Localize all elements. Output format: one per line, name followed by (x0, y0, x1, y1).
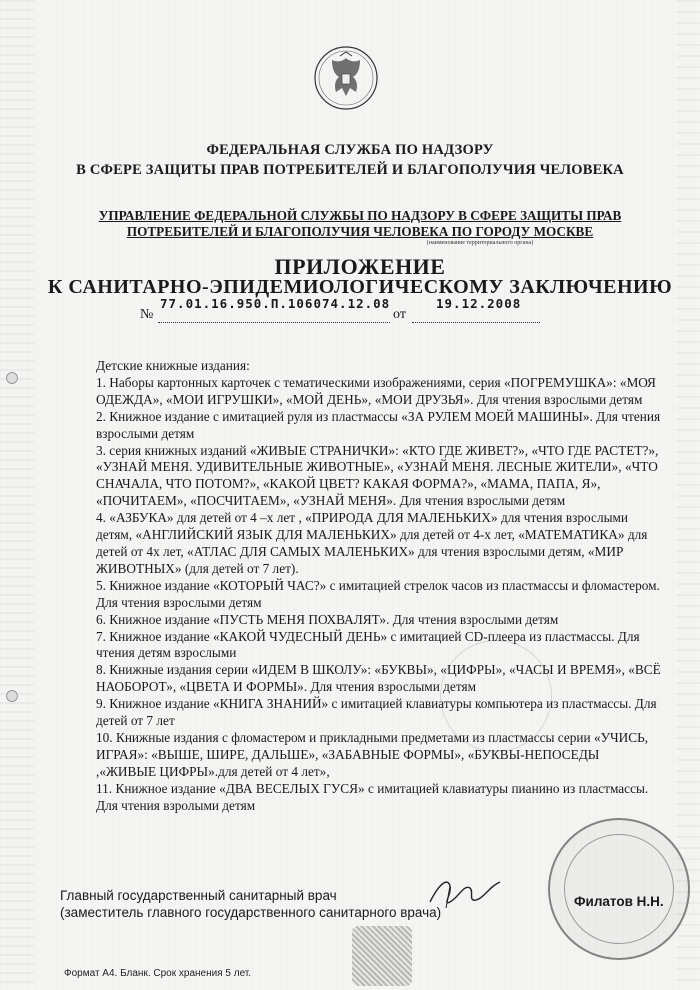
document-subtitle: К САНИТАРНО-ЭПИДЕМИОЛОГИЧЕСКОМУ ЗАКЛЮЧЕНИЮ (47, 276, 673, 298)
punch-hole (6, 690, 18, 702)
registration-number: 77.01.16.950.П.106074.12.08 (160, 296, 391, 311)
department-line2: ПОТРЕБИТЕЛЕЙ И БЛАГОПОЛУЧИЯ ЧЕЛОВЕКА ПО ГОРОДУ МОСКВЕ (126, 224, 594, 239)
department-line1: УПРАВЛЕНИЕ ФЕДЕРАЛЬНОЙ СЛУЖБЫ ПО НАДЗОРУ В СФЕРЕ ЗАЩИТЫ ПРАВ (98, 208, 622, 223)
list-item: 1. Наборы картонных карточек с тематическими изображениями, серия «ПОГРЕМУШКА»: «МОЯ ОДЕЖДА», «МОИ ИГРУШКИ», «МОЙ ДЕНЬ», «МОИ ДРУЗЬЯ». Для чтения взрослыми детям (96, 374, 656, 407)
product-list (96, 358, 661, 814)
official-round-stamp (548, 818, 690, 960)
form-footer: Формат А4. Бланк. Срок хранения 5 лет. (64, 968, 252, 979)
coat-of-arms-stamp-icon (352, 926, 412, 986)
signatory-position-deputy: (заместитель главного государственного санитарного врача) (60, 905, 442, 920)
list-item: 7. Книжное издание «КАКОЙ ЧУДЕСНЫЙ ДЕНЬ» с имитацией CD-плеера из пластмассы. Для чтения детям взрослыми (96, 628, 640, 661)
list-item: 10. Книжные издания с фломастером и прикладными предметами из пластмассы серии «УЧИСЬ, ИГРАЯ»: «ВЫШЕ, ШИРЕ, ДАЛЬШЕ», «ЗАБАВНЫЕ ФОРМЫ», «БУКВЫ-НЕПОСЕДЫ ,«ЖИВЫЕ ЦИФРЫ».для детей от 4 лет», (96, 729, 649, 779)
punch-hole (6, 372, 18, 384)
list-item: 11. Книжное издание «ДВА ВЕСЕЛЫХ ГУСЯ» с имитацией клавиатуры пианино из пластмассы. Для чтения взролыми детям (96, 780, 649, 813)
coat-of-arms-icon (312, 44, 380, 112)
agency-title-line1: ФЕДЕРАЛЬНАЯ СЛУЖБА ПО НАДЗОРУ (206, 142, 494, 158)
list-item: 4. «АЗБУКА» для детей от 4 –х лет , «ПРИРОДА ДЛЯ МАЛЕНЬКИХ» для чтения взрослыми детям, «АНГЛИЙСКИЙ ЯЗЫК ДЛЯ МАЛЕНЬКИХ» для детей от 4-х лет, «МАТЕМАТИКА» для детей от 4х лет, «АТЛАС ДЛЯ САМЫХ МАЛЕНЬКИХ» для чтения взрослыми детям, «МИР ЖИВОТНЫХ» (для детей от 7 лет). (96, 510, 648, 576)
agency-title-line2: В СФЕРЕ ЗАЩИТЫ ПРАВ ПОТРЕБИТЕЛЕЙ И БЛАГОПОЛУЧИЯ ЧЕЛОВЕКА (76, 162, 624, 178)
list-item: 2. Книжное издание с имитацией руля из пластмассы «ЗА РУЛЕМ МОЕЙ МАШИНЫ». Для чтения взрослыми детям (96, 408, 661, 441)
list-item: 6. Книжное издание «ПУСТЬ МЕНЯ ПОХВАЛЯТ». Для чтения взрослыми детям (96, 611, 559, 627)
list-item: 8. Книжные издания серии «ИДЕМ В ШКОЛУ»: «БУКВЫ», «ЦИФРЫ», «ЧАСЫ И ВРЕМЯ», «ВСЁ НАОБОРОТ», «ЦВЕТА И ФОРМЫ». Для чтения взрослыми детям (96, 662, 661, 695)
scan-edge-right (676, 0, 700, 990)
list-intro: Детские книжные издания: (96, 358, 250, 373)
list-item: 9. Книжное издание «КНИГА ЗНАНИЙ» с имитацией клавиатуры компьютера из пластмассы. Для детей от 7 лет (96, 696, 657, 729)
list-item: 3. серия книжных изданий «ЖИВЫЕ СТРАНИЧКИ»: «КТО ГДЕ ЖИВЕТ?», «ЧТО ГДЕ РАСТЕТ?», «УЗНАЙ МЕНЯ. УДИВИТЕЛЬНЫЕ ЖИВОТНЫЕ», «УЗНАЙ МЕНЯ. ЛЕСНЫЕ ЖИТЕЛИ», «ЧТО СНАЧАЛА, ЧТО ПОТОМ?», «КАКОЙ ЦВЕТ? КАКАЯ ФОРМА?», «МАМА, ПАПА, Я», «ПОЧИТАЕМ», «ПОСЧИТАЕМ», «УЗНАЙ МЕНЯ». Для чтения взрослыми детям (96, 442, 659, 509)
registration-date: 19.12.2008 (436, 296, 522, 311)
number-label: № (140, 307, 154, 322)
signatory-position: Главный государственный санитарный врач (60, 888, 337, 903)
number-underline (158, 322, 390, 323)
list-item: 5. Книжное издание «КОТОРЫЙ ЧАС?» с имитацией стрелок часов из пластмассы и фломастером. Для чтения взрослыми детям (96, 577, 660, 610)
date-underline (412, 322, 540, 323)
date-label: от (393, 307, 406, 322)
scan-edge-left (0, 0, 34, 990)
document-title: ПРИЛОЖЕНИЕ (274, 254, 446, 279)
handwritten-signature (420, 872, 510, 912)
department-note: (наименование территориального органа) (426, 240, 534, 246)
signatory-name: Филатов Н.Н. (574, 894, 664, 909)
